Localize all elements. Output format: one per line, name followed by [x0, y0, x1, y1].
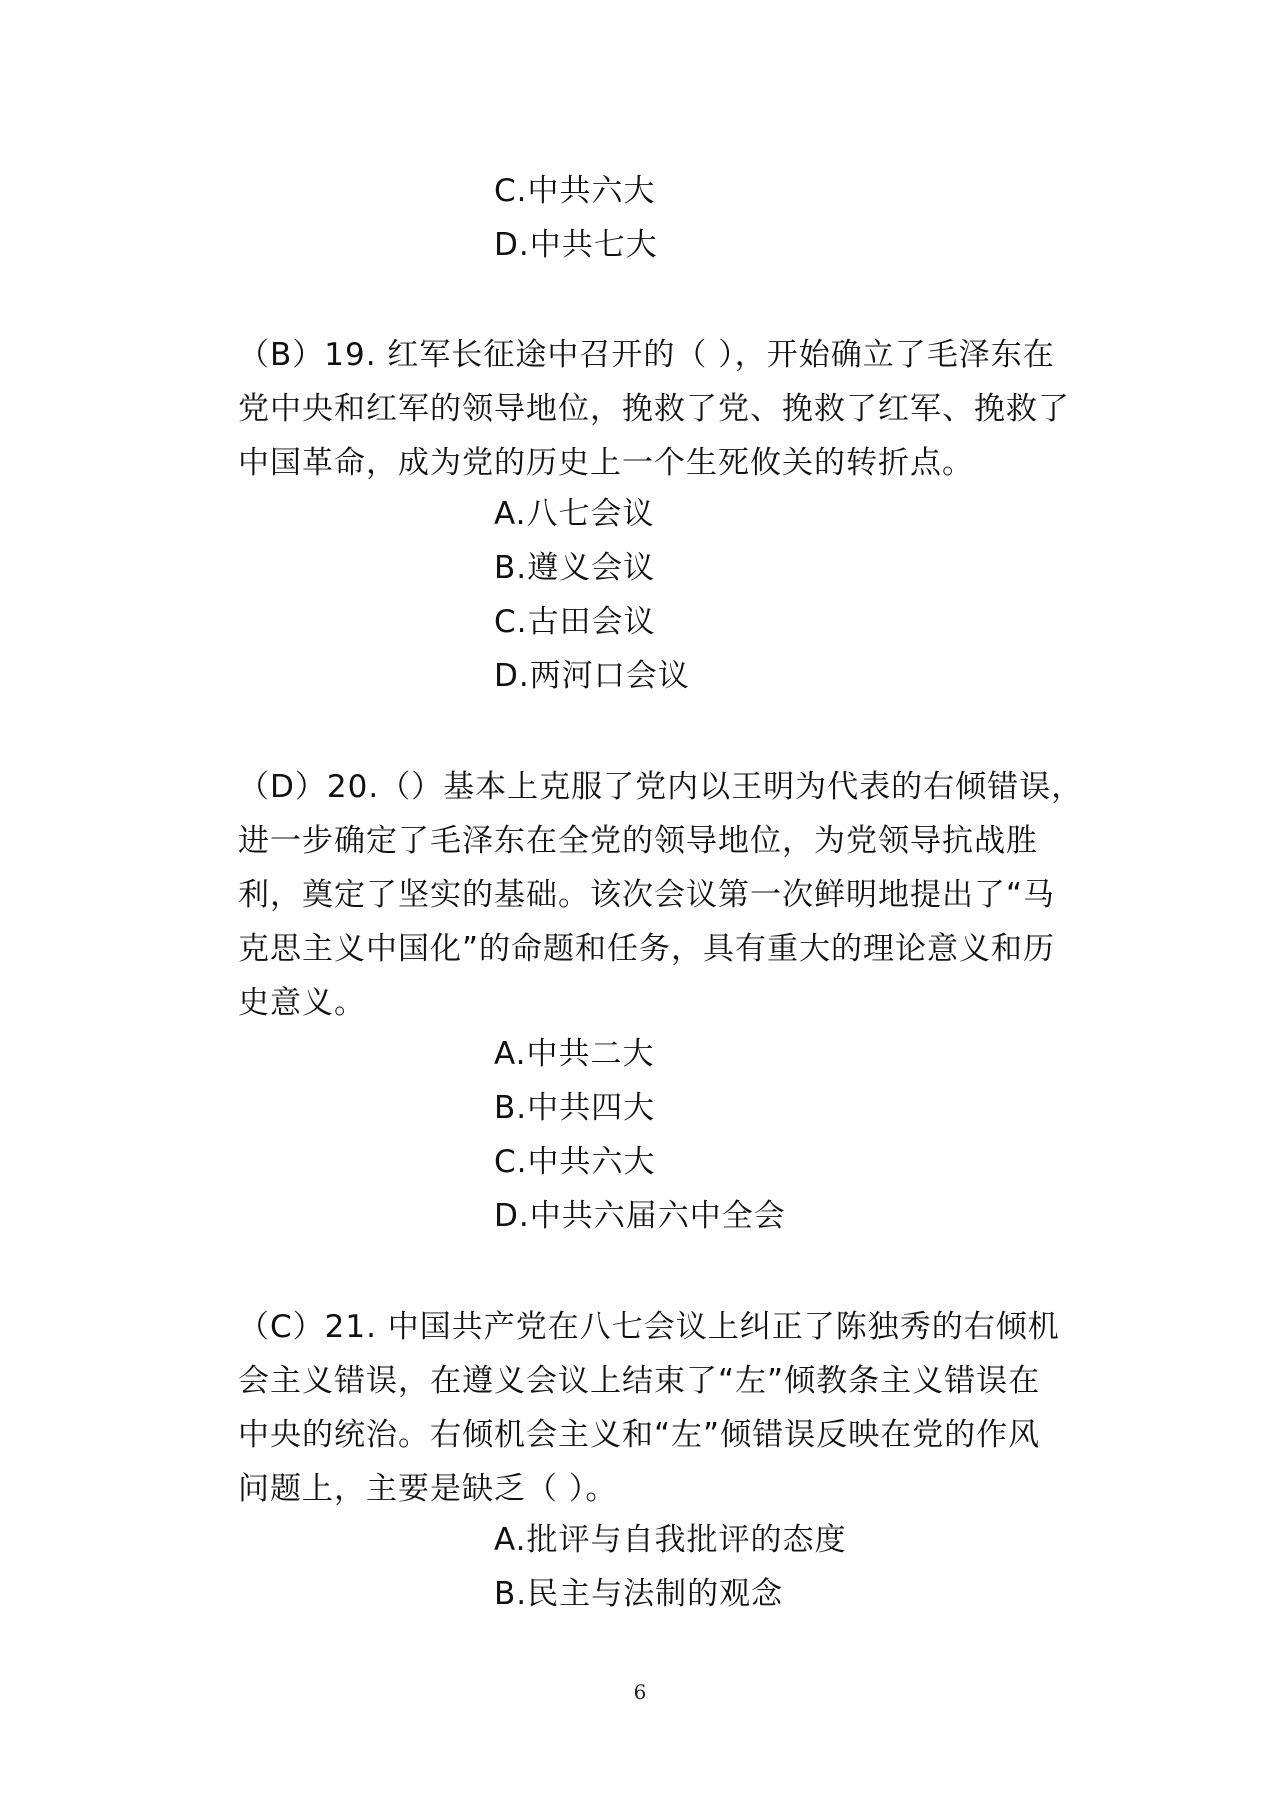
q18-option-c	[494, 171, 656, 211]
option-letter: B.	[494, 1576, 528, 1612]
q21-option-a	[494, 1520, 847, 1560]
option-letter: A.	[494, 1522, 527, 1558]
question-line: （C）21. 中国共产党在八七会议上纠正了陈独秀的右倾机	[238, 1309, 1060, 1345]
option-text: 两河口会议	[529, 658, 690, 694]
question-line: 进一步确定了毛泽东在全党的领导地位，为党领导抗战胜	[238, 823, 1038, 859]
question-line: 中国革命，成为党的历史上一个生死攸关的转折点。	[238, 445, 974, 481]
option-letter: B.	[494, 1090, 528, 1126]
option-letter: C.	[494, 604, 528, 640]
option-letter: A.	[494, 496, 527, 532]
option-text: 民主与法制的观念	[527, 1576, 784, 1612]
option-text: 中共六大	[527, 1144, 656, 1180]
option-letter: C.	[494, 173, 528, 209]
option-text: 中共二大	[526, 1036, 655, 1072]
question-line: 党中央和红军的领导地位，挽救了党、挽救了红军、挽救了	[238, 391, 1070, 427]
q20-option-b	[494, 1088, 655, 1128]
option-text: 中共六届六中全会	[529, 1198, 786, 1234]
question-19	[238, 328, 1138, 490]
question-line: 问题上，主要是缺乏（ ）。	[238, 1471, 618, 1507]
option-text: 中共七大	[529, 227, 658, 263]
option-text: 中共六大	[527, 173, 656, 209]
option-text: 遵义会议	[527, 550, 656, 586]
option-text: 批评与自我批评的态度	[526, 1522, 847, 1558]
q20-option-d	[494, 1196, 786, 1236]
question-line: 史意义。	[238, 985, 366, 1021]
option-text: 中共四大	[527, 1090, 656, 1126]
question-line: 会主义错误，在遵义会议上结束了“左”倾教条主义错误在	[238, 1363, 1041, 1399]
option-letter: A.	[494, 1036, 527, 1072]
question-line: 利，奠定了坚实的基础。该次会议第一次鲜明地提出了“马	[238, 877, 1056, 913]
q19-option-b	[494, 548, 655, 588]
question-21	[238, 1300, 1138, 1516]
q20-option-c	[494, 1142, 656, 1182]
q19-option-d	[494, 656, 690, 696]
question-20	[238, 760, 1138, 1030]
q19-option-c	[494, 602, 656, 642]
option-letter: C.	[494, 1144, 528, 1180]
q20-option-a	[494, 1034, 655, 1074]
question-line: （B）19. 红军长征途中召开的（ ），开始确立了毛泽东在	[238, 337, 1055, 373]
option-letter: D.	[494, 1198, 530, 1234]
option-letter: B.	[494, 550, 528, 586]
option-letter: D.	[494, 658, 530, 694]
option-letter: D.	[494, 227, 530, 263]
page-number: 6	[633, 1680, 647, 1704]
q19-option-a	[494, 494, 655, 534]
question-line: 克思主义中国化”的命题和任务，具有重大的理论意义和历	[238, 931, 1056, 967]
q21-option-b	[494, 1574, 783, 1614]
option-text: 八七会议	[526, 496, 655, 532]
question-line: （D）20.（）基本上克服了党内以王明为代表的右倾错误，	[238, 769, 1084, 805]
option-text: 古田会议	[527, 604, 656, 640]
q18-option-d	[494, 225, 658, 265]
question-line: 中央的统治。右倾机会主义和“左”倾错误反映在党的作风	[238, 1417, 1041, 1453]
